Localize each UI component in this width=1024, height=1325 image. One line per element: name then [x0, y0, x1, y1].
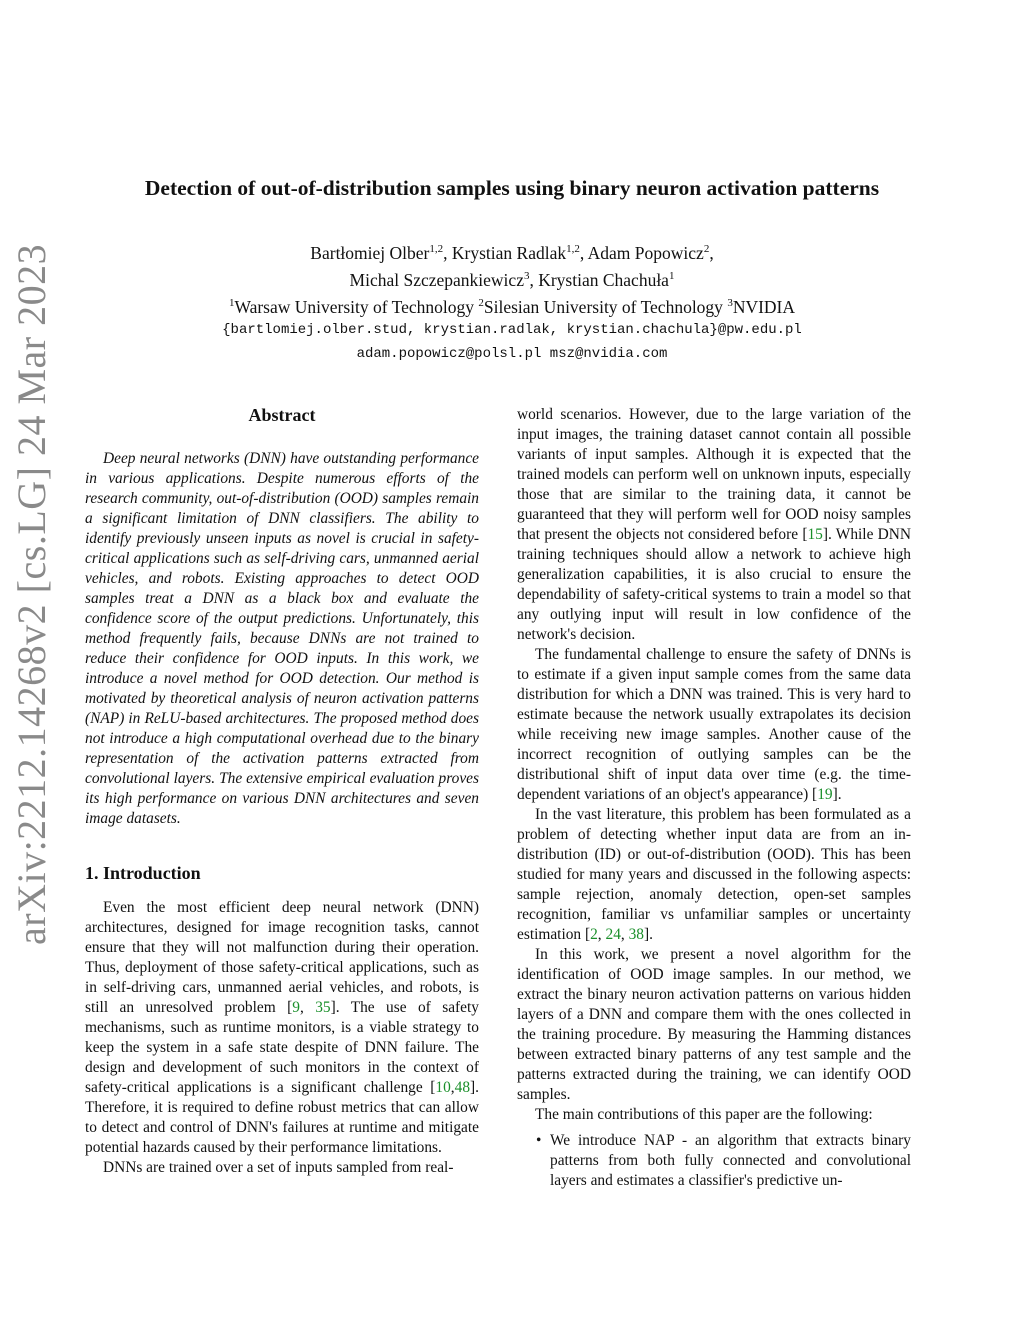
citation-link[interactable]: 15: [807, 526, 823, 543]
citation-link[interactable]: 2: [590, 926, 598, 943]
email-line-1[interactable]: {bartlomiej.olber.stud, krystian.radlak, krystian.chachula}@pw.edu.pl: [222, 322, 802, 339]
author-name: Adam Popowicz: [587, 242, 704, 263]
author-name: Krystian Chachuła: [538, 269, 669, 290]
citation-link[interactable]: 9: [292, 999, 300, 1016]
abstract-heading: Abstract: [248, 405, 316, 425]
contribution-list: [517, 1131, 911, 1191]
paper-title: Detection of out-of-distribution samples using binary neuron activation patterns: [144, 176, 880, 200]
left-column: [85, 404, 479, 1178]
list-item: [517, 1131, 911, 1191]
affiliation: NVIDIA: [732, 296, 796, 317]
citation-link[interactable]: 48: [454, 1079, 471, 1096]
right-paragraph-1: world scenarios. However, due to the large variation of the input images, the training dataset cannot contain all possible variants of input samples. Although it is expected that the trained models can perform well on unknown inputs, especially those that are similar to the training data, it cannot be guaranteed that they will perform well for OOD noisy samples that present the objects not considered before [15]. While DNN training techniques should allow a network to achieve high generalization capabilities, it is also crucial to ensure the dependability of safety-critical systems to train a model so that any outlying input will result in low confidence of the network's decision.: [517, 406, 911, 643]
affiliations: $^1$Warsaw University of Technology $^2$Silesian University of Technology $^3$NVIDIA: [228, 296, 796, 317]
right-paragraph-4: In this work, we present a novel algorithm for the identification of OOD image samples. In our method, we extract the binary neuron activation patterns on various hidden layers of a DNN and compare them with the ones collected in the training procedure. By measuring the Hamming distances between extracted binary patterns of any test sample and the patterns extracted during the training, we can identify OOD samples.: [517, 946, 911, 1103]
right-paragraph-2: The fundamental challenge to ensure the safety of DNNs is to estimate if a given input sample comes from the same data distribution for which a DNN was trained. This is very hard to estimate because the network usually extrapolates its decision while receiving new image samples. Another cause of the incorrect recognition of outlying samples can be the distributional shift of input data over time (e.g. the time-dependent variations of an object's appearance) [19].: [517, 646, 911, 803]
affiliation: Warsaw University of Technology: [234, 296, 475, 317]
bullet-icon: •: [536, 1132, 542, 1149]
arxiv-identifier: arXiv:2212.14268v2 [cs.LG] 24 Mar 2023: [9, 243, 54, 945]
citation-link[interactable]: 19: [817, 786, 833, 803]
author-name: Bartłomiej Olber: [310, 242, 430, 263]
right-paragraph-3: In the vast literature, this problem has been formulated as a problem of detecting whether input data are from an in-distribution (ID) or out-of-distribution (OOD). This has been studied for many years and discussed in the following aspects: sample rejection, anomaly detection, open-set samples recognition, familiar vs unfamiliar samples or uncertainty estimation [2, 24, 38].: [517, 806, 911, 943]
author-block: [100, 238, 924, 366]
author-name: Krystian Radlak: [451, 242, 567, 263]
author-line-2: Michal Szczepankiewicz$^3$, Krystian Chachuła$^1$: [349, 269, 675, 290]
right-column: [517, 405, 911, 1191]
list-item-text: We introduce NAP - an algorithm that extracts binary patterns from both fully connected and convolutional layers and estimates a classifier's predictive un-: [550, 1132, 911, 1189]
author-name: Michal Szczepankiewicz: [349, 269, 524, 290]
email-line-2[interactable]: adam.popowicz@polsl.pl msz@nvidia.com: [356, 346, 668, 363]
right-paragraph-5: The main contributions of this paper are the following:: [535, 1106, 873, 1123]
intro-paragraph-2: DNNs are trained over a set of inputs sampled from real-: [103, 1159, 454, 1176]
citation-link[interactable]: 35: [315, 999, 331, 1016]
citation-link[interactable]: 10: [435, 1079, 451, 1096]
citation-link[interactable]: 38: [628, 926, 644, 943]
affiliation: Silesian University of Technology: [483, 296, 723, 317]
abstract-text: Deep neural networks (DNN) have outstanding performance in various applications. Despite numerous efforts of the research community, out-of-distribution (OOD) samples remain a significant limitation of DNN classifiers. The ability to identify previously unseen inputs as novel is crucial in safety-critical applications such as self-driving cars, unmanned aerial vehicles, and robots. Existing approaches to detect OOD samples treat a DNN as a black box and evaluate the confidence score of the output predictions. Unfortunately, this method frequently fails, because DNNs are not trained to reduce their confidence for OOD inputs. In this work, we introduce a novel method for OOD detection. Our method is motivated by theoretical analysis of neuron activation patterns (NAP) in ReLU-based architectures. The proposed method does not introduce a high computational overhead due to the binary representation of the activation patterns extracted from convolutional layers. The extensive empirical evaluation proves its high performance on various DNN architectures and seven image datasets.: [85, 450, 479, 827]
intro-paragraph-1: Even the most efficient deep neural network (DNN) architectures, designed for image recognition tasks, cannot ensure that they will not malfunction during their operation. Thus, deployment of those safety-critical applications, such as in self-driving cars, unmanned aerial vehicles, and robots, is still an unresolved problem [9, 35]. The use of safety mechanisms, such as runtime monitors, is a viable strategy to keep the system in a safe state despite of DNN failure. The design and development of such monitors in the context of safety-critical applications is a significant challenge [10,48]. Therefore, it is required to define robust metrics that can allow to detect and control of DNN's failures at runtime and mitigate potential hazards caused by their performance limitations.: [85, 899, 479, 1156]
citation-link[interactable]: 24: [605, 926, 621, 943]
author-line-1: Bartłomiej Olber$^{1,2}$, Krystian Radlak$^{1,2}$, Adam Popowicz$^2$,: [310, 242, 714, 263]
section-heading-introduction: 1. Introduction: [85, 863, 201, 883]
